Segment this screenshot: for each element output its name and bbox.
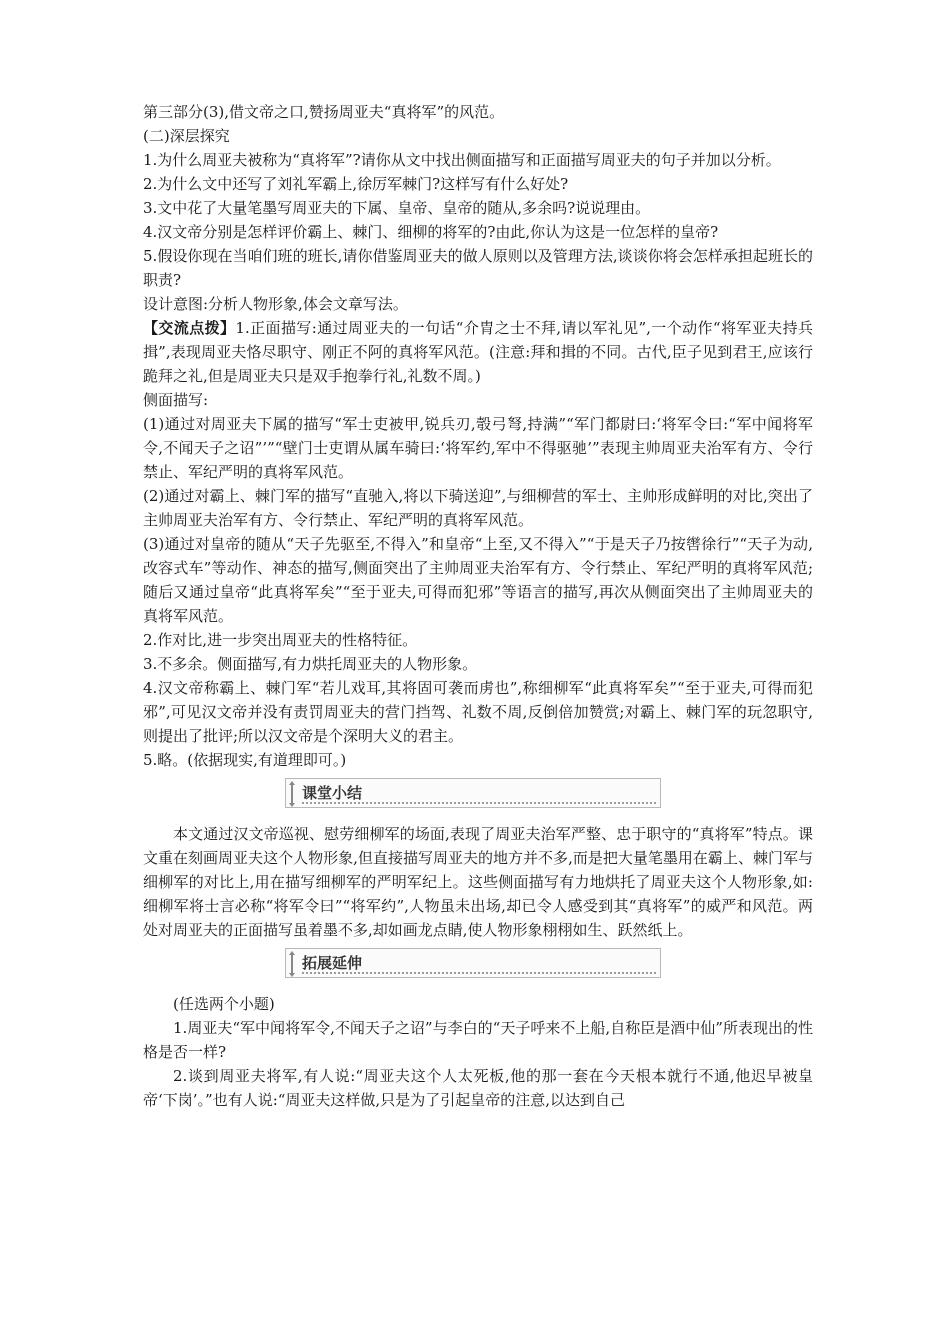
extension-note: (任选两个小题) bbox=[173, 995, 275, 1013]
exchange-tag: 【交流点拨】 bbox=[143, 319, 236, 337]
answer-4: 4.汉文帝称霸上、棘门军“若儿戏耳,其将固可袭而虏也”,称细柳军“此真将军矣”“至于亚夫,可得而犯邪”,可见汉文帝并没有责罚周亚夫的营门挡驾、礼数不周,反倒倍加赞赏;对霸上、棘门军的玩忽职守,则提出了批评;所以汉文帝是个深明大义的君主。 bbox=[143, 679, 813, 745]
arrow-down-icon bbox=[289, 803, 295, 807]
design-intent: 设计意图:分析人物形象,体会文章写法。 bbox=[143, 295, 408, 313]
question-5: 5.假设你现在当咱们班的班长,请你借鉴周亚夫的做人原则以及管理方法,谈谈你将会怎样承担起班长的职责? bbox=[143, 247, 813, 289]
answer-5: 5.略。(依据现实,有道理即可。) bbox=[143, 751, 347, 769]
summary-banner-row bbox=[143, 778, 813, 816]
dotted-underline bbox=[302, 800, 656, 804]
answer-2: 2.作对比,进一步突出周亚夫的性格特征。 bbox=[143, 631, 418, 649]
side-description-heading: 侧面描写: bbox=[143, 391, 209, 409]
section-heading: (二)深层探究 bbox=[143, 127, 230, 145]
extension-banner-row bbox=[143, 948, 813, 986]
extension-question-2: 2.谈到周亚夫将军,有人说:“周亚夫这个人太死板,他的那一套在今天根本就行不通,他迟早被皇帝‘下岗’。”也有人说:“周亚夫这样做,只是为了引起皇帝的注意,以达到自己 bbox=[143, 1067, 813, 1109]
answer-1-text: 1.正面描写:通过周亚夫的一句话“介胄之士不拜,请以军礼见”,一个动作“将军亚夫持兵揖”,表现周亚夫恪尽职守、刚正不阿的真将军风范。(注意:拜和揖的不同。古代,臣子见到君王,应该行跪拜之礼,但是周亚夫只是双手抱拳行礼,礼数不周。) bbox=[143, 319, 813, 385]
side-point-2: (2)通过对霸上、棘门军的描写“直驰入,将以下骑送迎”,与细柳营的军士、主帅形成鲜明的对比,突出了主帅周亚夫治军有方、令行禁止、军纪严明的真将军风范。 bbox=[143, 487, 813, 529]
summary-banner bbox=[285, 778, 661, 808]
bracket-bar-icon bbox=[291, 783, 293, 805]
side-point-1: (1)通过对周亚夫下属的描写“军士吏被甲,锐兵刃,彀弓弩,持满”“军门都尉曰:‘将军令曰:“军中闻将军令,不闻天子之诏”’”“壁门士吏谓从属车骑曰:‘将军约,军中不得驱驰’”表现主帅周亚夫治军有方、令行禁止、军纪严明的真将军风范。 bbox=[143, 415, 813, 481]
answer-1 bbox=[143, 316, 813, 388]
question-4: 4.汉文帝分别是怎样评价霸上、棘门、细柳的将军的?由此,你认为这是一位怎样的皇帝? bbox=[143, 223, 719, 241]
side-point-3: (3)通过对皇帝的随从“天子先驱至,不得入”和皇帝“上至,又不得入”“于是天子乃按辔徐行”“天子为动,改容式车”等动作、神态的描写,侧面突出了主帅周亚夫治军有方、令行禁止、军纪严明的真将军风范;随后又通过皇帝“此真将军矣”“至于亚夫,可得而犯邪”等语言的描写,再次从侧面突出了主帅周亚夫的真将军风范。 bbox=[143, 535, 813, 625]
bracket-bar-icon bbox=[291, 953, 293, 975]
extension-banner-title: 拓展延伸 bbox=[302, 954, 363, 972]
paragraph: 第三部分(3),借文帝之口,赞扬周亚夫“真将军”的风范。 bbox=[143, 103, 505, 121]
question-1: 1.为什么周亚夫被称为“真将军”?请你从文中找出侧面描写和正面描写周亚夫的句子并加以分析。 bbox=[143, 151, 781, 169]
dotted-underline bbox=[302, 970, 656, 974]
document-body bbox=[143, 100, 813, 1112]
answer-3: 3.不多余。侧面描写,有力烘托周亚夫的人物形象。 bbox=[143, 655, 478, 673]
summary-banner-title: 课堂小结 bbox=[302, 784, 363, 802]
question-3: 3.文中花了大量笔墨写周亚夫的下属、皇帝、皇帝的随从,多余吗?说说理由。 bbox=[143, 199, 651, 217]
extension-question-1: 1.周亚夫“军中闻将军令,不闻天子之诏”与李白的“天子呼来不上船,自称臣是酒中仙”所表现出的性格是否一样? bbox=[143, 1019, 813, 1061]
extension-banner bbox=[285, 948, 661, 978]
summary-paragraph: 本文通过汉文帝巡视、慰劳细柳军的场面,表现了周亚夫治军严整、忠于职守的“真将军”特点。课文重在刻画周亚夫这个人物形象,但直接描写周亚夫的地方并不多,而是把大量笔墨用在霸上、棘门军与细柳军的对比上,用在描写细柳军的严明军纪上。这些侧面描写有力地烘托了周亚夫这个人物形象,如:细柳军将士言必称“将军令曰”“将军约”,人物虽未出场,却已令人感受到其“真将军”的威严和风范。两处对周亚夫的正面描写虽着墨不多,却如画龙点睛,使人物形象栩栩如生、跃然纸上。 bbox=[143, 825, 813, 939]
question-2: 2.为什么文中还写了刘礼军霸上,徐厉军棘门?这样写有什么好处? bbox=[143, 175, 569, 193]
arrow-down-icon bbox=[289, 973, 295, 977]
